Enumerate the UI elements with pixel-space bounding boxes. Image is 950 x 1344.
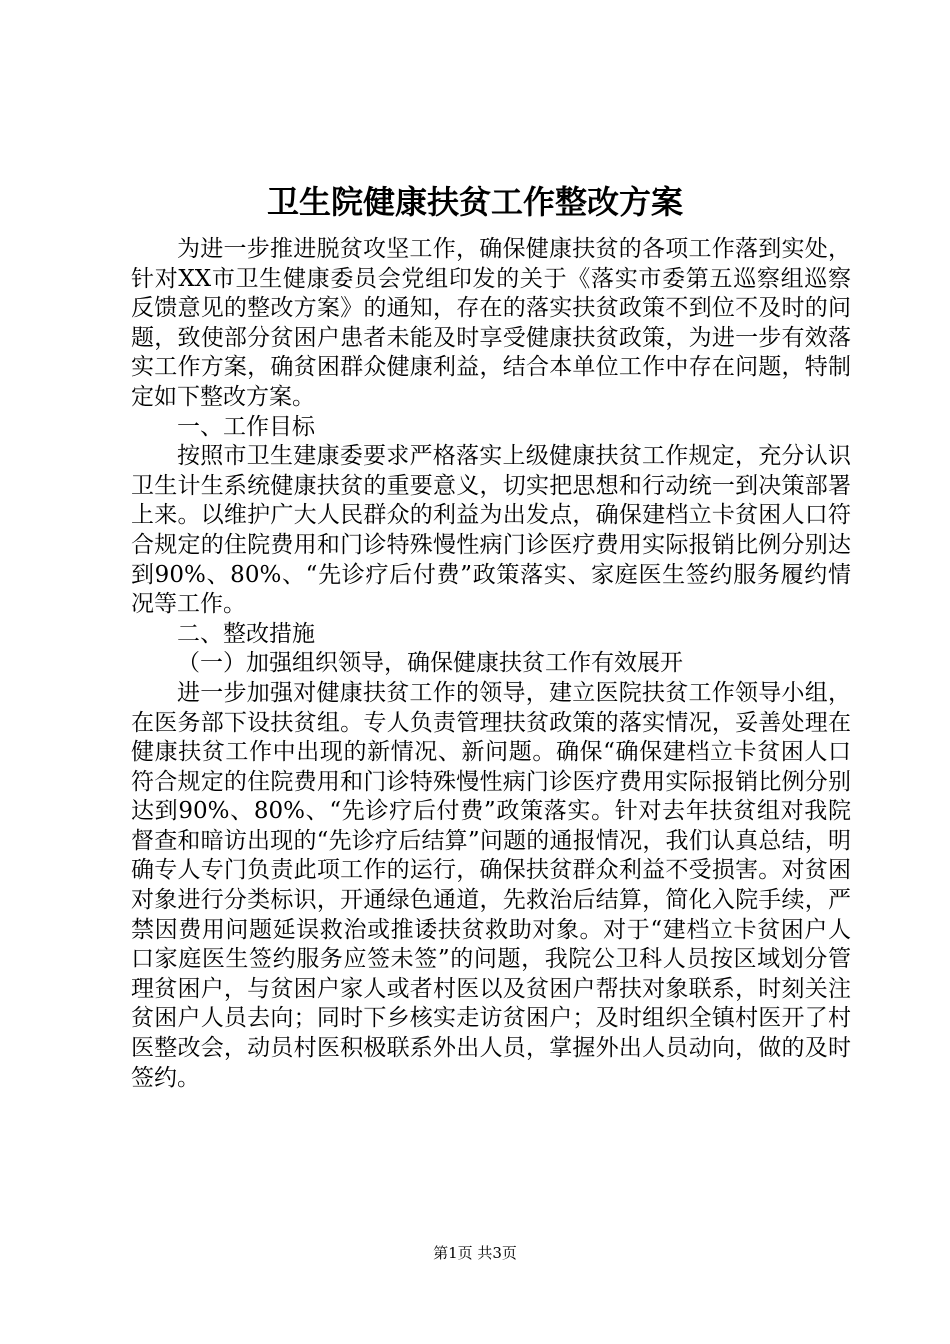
- intro-paragraph: 为进一步推进脱贫攻坚工作，确保健康扶贫的各项工作落到实处，针对XX市卫生健康委员会党组印发的关于《落实市委第五巡察组巡察反馈意见的整改方案》的通知，存在的落实扶贫政策不到位不及时的问题，致使部分贫困户患者未能及时享受健康扶贫政策，为进一步有效落实工作方案，确贫困群众健康利益，结合本单位工作中存在问题，特制定如下整改方案。: [131, 236, 851, 410]
- leadership-paragraph: 进一步加强对健康扶贫工作的领导，建立医院扶贫工作领导小组，在医务部下设扶贫组。专人负责管理扶贫政策的落实情况，妥善处理在健康扶贫工作中出现的新情况、新问题。确保“确保建档立卡贫困人口符合规定的住院费用和门诊特殊慢性病门诊医疗费用实际报销比例分别达到90%、80%、“先诊疗后付费”政策落实。针对去年扶贫组对我院督查和暗访出现的“先诊疗后结算”问题的通报情况，我们认真总结，明确专人专门负责此项工作的运行，确保扶贫群众利益不受损害。对贫困对象进行分类标识，开通绿色通道，先救治后结算，简化入院手续，严禁因费用问题延误救治或推诿扶贫救助对象。对于“建档立卡贫困户人口家庭医生签约服务应签未签”的问题，我院公卫科人员按区域划分管理贫困户，与贫困户家人或者村医以及贫困户帮扶对象联系，时刻关注贫困户人员去向；同时下乡核实走访贫困户；及时组织全镇村医开了村医整改会，动员村医积极联系外出人员，掌握外出人员动向，做的及时签约。: [131, 679, 851, 1091]
- goals-paragraph: 按照市卫生建康委要求严格落实上级健康扶贫工作规定，充分认识卫生计生系统健康扶贫的重要意义，切实把思想和行动统一到决策部署上来。以维护广大人民群众的利益为出发点，确保建档立卡贫困人口符合规定的住院费用和门诊特殊慢性病门诊医疗费用实际报销比例分别达到90%、80%、“先诊疗后付费”政策落实、家庭医生签约服务履约情况等工作。: [131, 443, 851, 618]
- document-title: 卫生院健康扶贫工作整改方案: [266, 183, 683, 221]
- page-footer: 第1页 共3页: [433, 1244, 517, 1262]
- section-heading-goals: 一、工作目标: [177, 413, 315, 440]
- subsection-heading-leadership: （一）加强组织领导，确保健康扶贫工作有效展开: [177, 650, 683, 677]
- section-heading-measures: 二、整改措施: [177, 620, 315, 647]
- document-body: [131, 235, 851, 1093]
